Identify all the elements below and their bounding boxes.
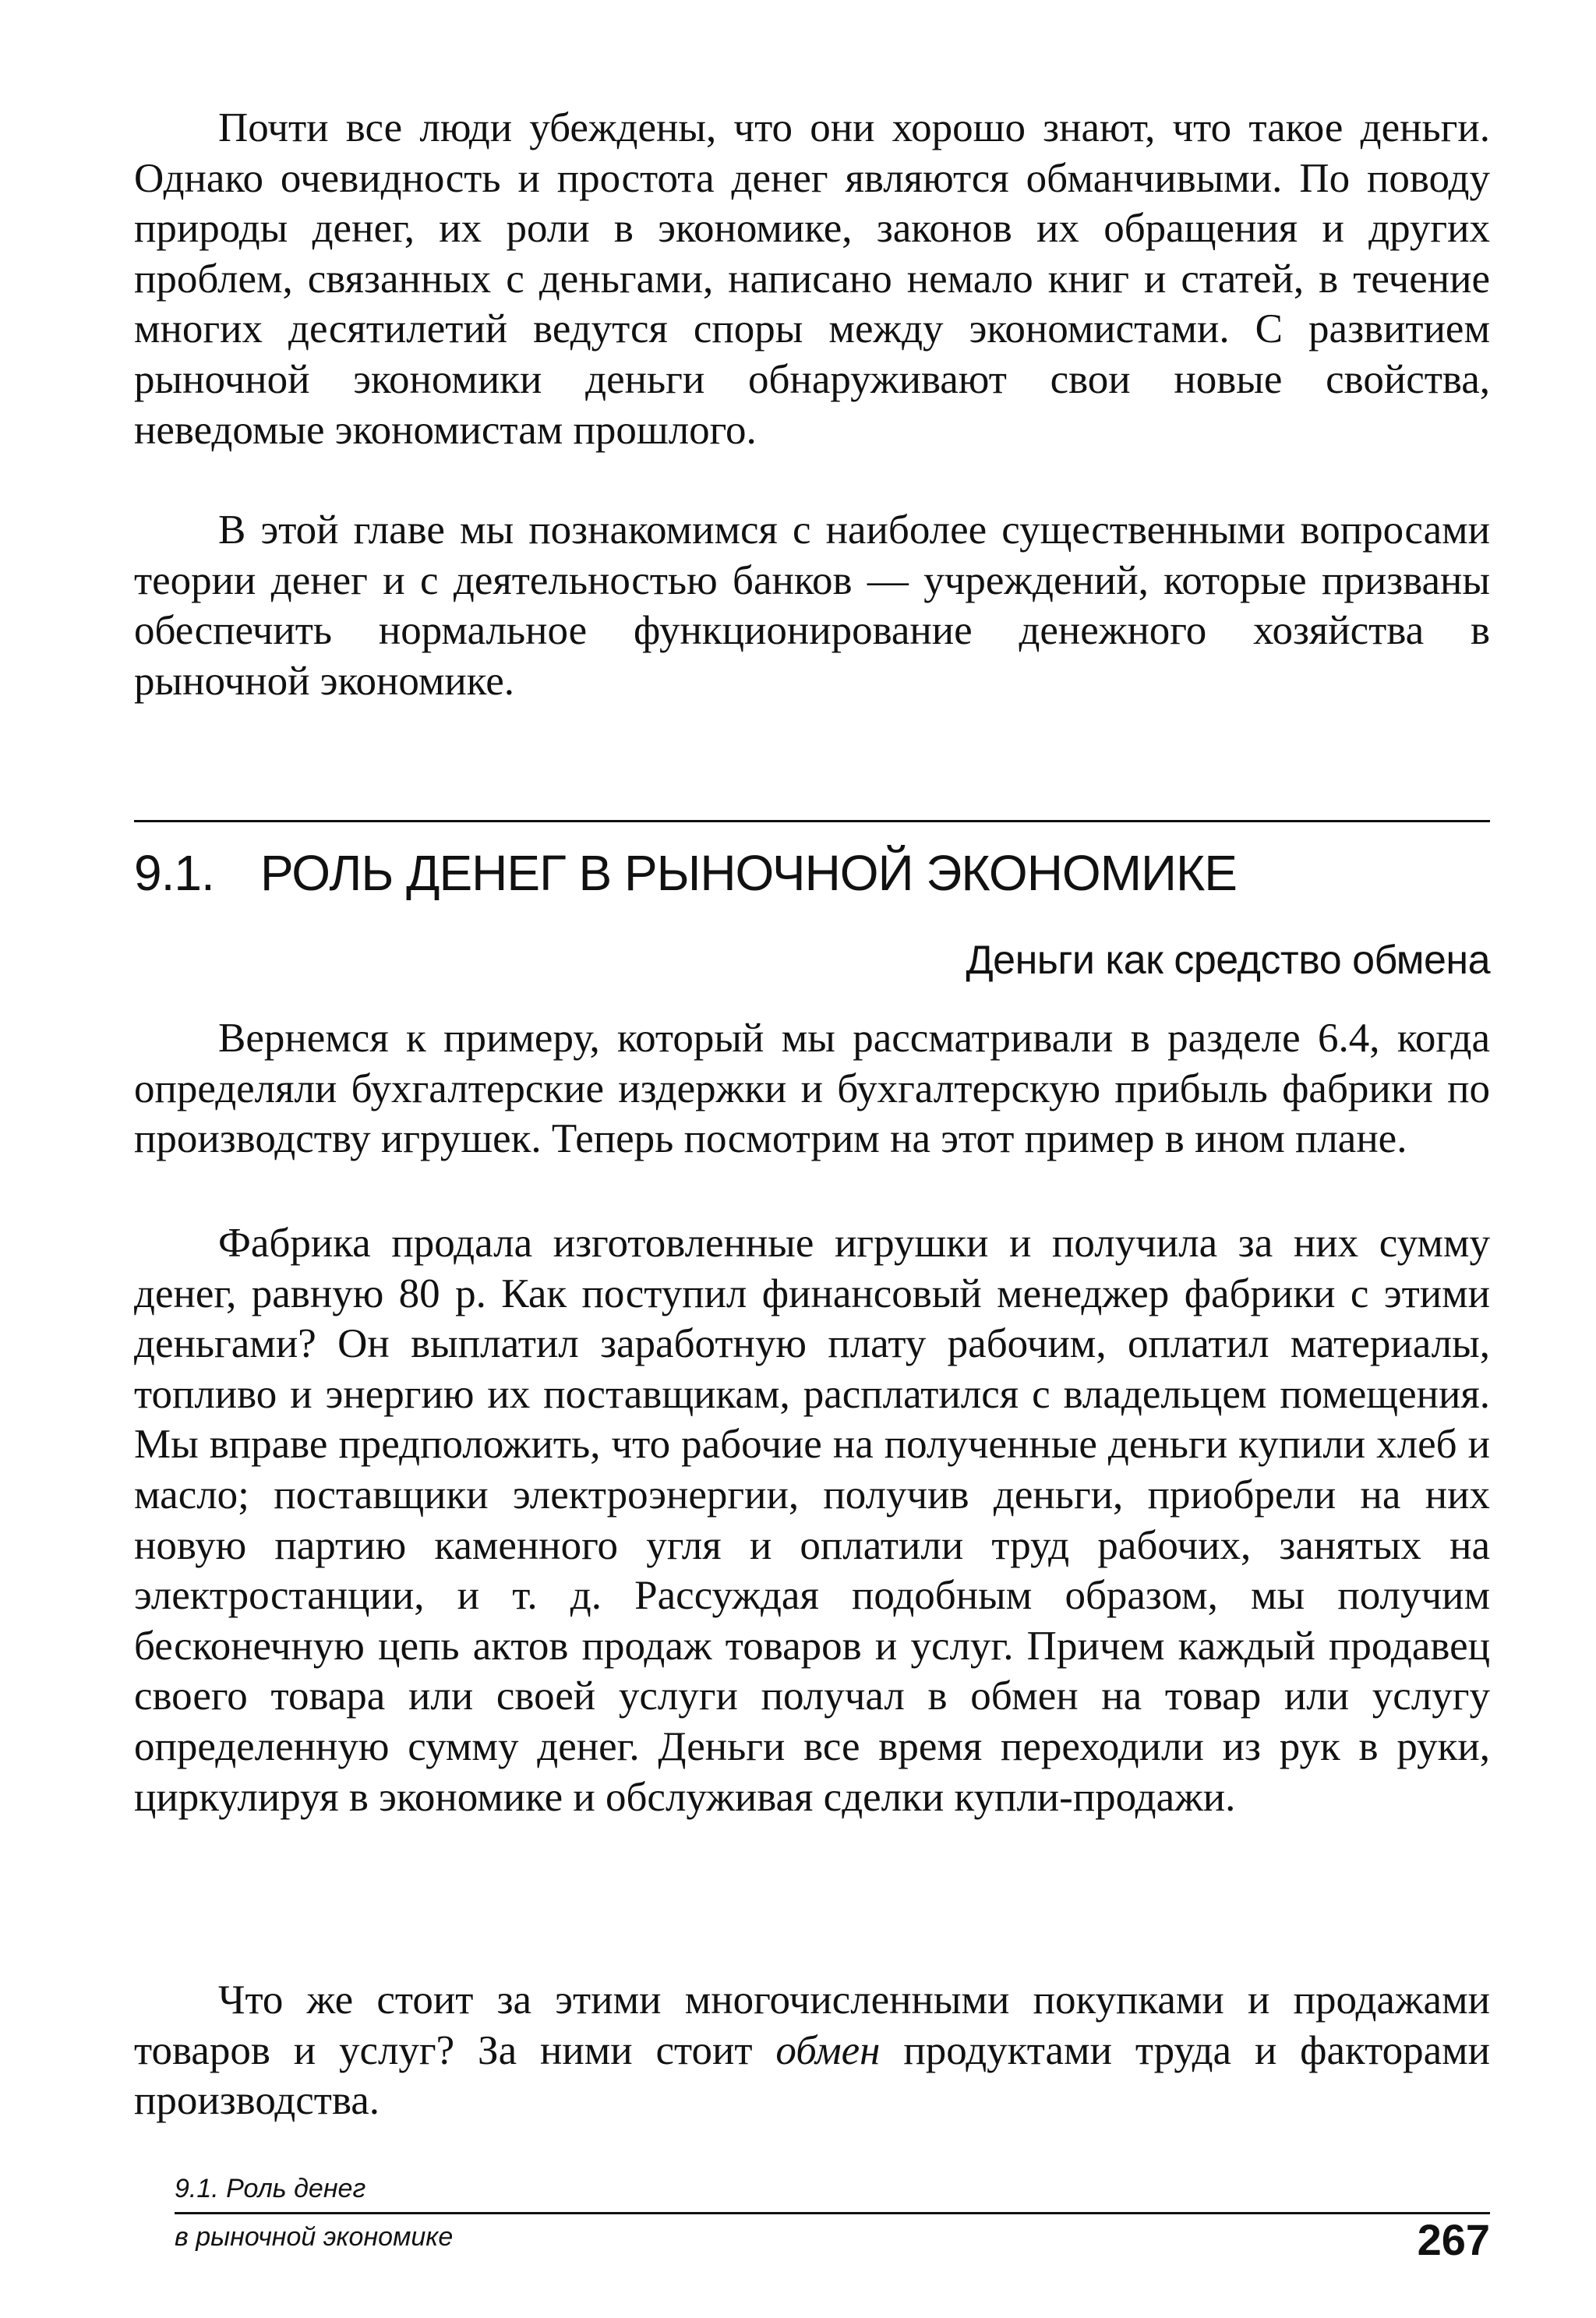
body-paragraph-3-start: Что же стоит за этими многочисленными покупками и продажами товаров и услуг? За ними стоит bbox=[134, 1977, 1490, 2073]
page-footer bbox=[175, 2170, 1490, 2287]
subsection-heading: Деньги как средство обмена bbox=[966, 938, 1490, 983]
page-number: 267 bbox=[1417, 2215, 1490, 2264]
section-heading bbox=[134, 842, 1490, 904]
body-paragraph-2: Фабрика продала изготовленные игрушки и получила за них сумму денег, равную 80 р. Как поступил финансовый менеджер фабрики с этими деньгами? Он выплатил заработную плату рабочим, оплатил материалы, топливо и энергию их поставщикам, расплатился с владельцем помещения. Мы вправе предположить, что рабочие на полученные деньги купили хлеб и масло; поставщики электроэнергии, получив деньги, приобрели на них новую партию каменного угля и оплатили труд рабочих, занятых на электростанции, и т. д. Рассуждая подобным образом, мы получим бесконечную цепь актов продаж товаров и услуг. Причем каждый продавец своего товара или своей услуги получал в обмен на товар или услугу определенную сумму денег. Деньги все время переходили из рук в руки, циркулируя в экономике и обслуживая сделки купли-продажи. bbox=[134, 1221, 1490, 1820]
intro-paragraph-1: Почти все люди убеждены, что они хорошо знают, что такое деньги. Однако очевидность и простота денег являются обманчивыми. По поводу природы денег, их роли в экономике, законов их обращения и других проблем, связанных с деньгами, написано немало книг и статей, в течение многих десятилетий ведутся споры между экономистами. С развитием рыночной экономики деньги обнаруживают свои новые свойства, неведомые экономистам прошлого. bbox=[134, 105, 1490, 453]
section-number: 9.1. bbox=[134, 845, 214, 901]
running-title-line-1: 9.1. Роль денег bbox=[175, 2174, 366, 2203]
body-paragraph-3 bbox=[134, 1975, 1490, 2126]
book-page bbox=[134, 0, 1490, 2318]
intro-paragraph-2: В этой главе мы познакомимся с наиболее существенными вопросами теории денег и с деятельностью банков — учреждений, которые призваны обеспечить нормальное функционирование денежного хозяйства в рыночной экономике. bbox=[134, 507, 1490, 704]
section-divider bbox=[134, 820, 1490, 822]
section-title: РОЛЬ ДЕНЕГ В РЫНОЧНОЙ ЭКОНОМИКЕ bbox=[260, 845, 1237, 901]
body-paragraph-1: Вернемся к примеру, который мы рассматривали в разделе 6.4, когда определяли бухгалтерские издержки и бухгалтерскую прибыль фабрики по производству игрушек. Теперь посмотрим на этот пример в ином плане. bbox=[134, 1016, 1490, 1162]
emphasized-term: обмен bbox=[775, 2027, 881, 2073]
body-paragraph-3-end: продуктами труда и факторами производства. bbox=[134, 2027, 1490, 2124]
running-title-line-2: в рыночной экономике bbox=[175, 2222, 454, 2252]
footer-divider bbox=[175, 2212, 1490, 2214]
